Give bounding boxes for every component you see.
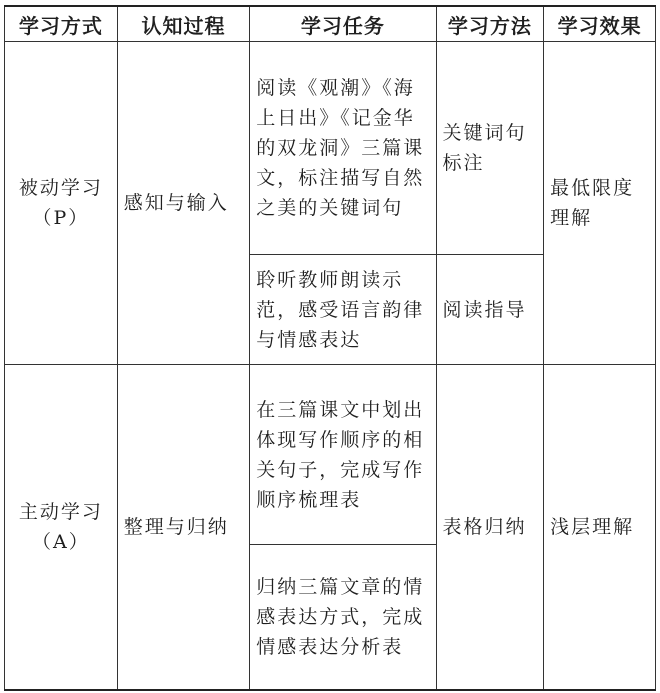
learning-mode-table bbox=[4, 5, 656, 691]
mode-code: （P） bbox=[32, 207, 90, 230]
header-row bbox=[5, 6, 656, 42]
effect-cell-passive: 最低限度理解 bbox=[544, 42, 656, 365]
method-cell: 阅读指导 bbox=[436, 255, 544, 365]
header-learning-method: 学习方法 bbox=[436, 6, 544, 42]
task-cell: 归纳三篇文章的情感表达方式，完成情感表达分析表 bbox=[250, 545, 436, 690]
method-cell: 关键词句标注 bbox=[436, 42, 544, 255]
effect-cell-active: 浅层理解 bbox=[544, 365, 656, 690]
method-cell-active: 表格归纳 bbox=[436, 365, 544, 690]
task-cell: 阅读《观潮》《海上日出》《记金华的双龙洞》三篇课文，标注描写自然之美的关键词句 bbox=[250, 42, 436, 255]
mode-cell-passive bbox=[5, 42, 118, 365]
task-cell: 在三篇课文中划出体现写作顺序的相关句子，完成写作顺序梳理表 bbox=[250, 365, 436, 545]
header-learning-task: 学习任务 bbox=[250, 6, 436, 42]
task-cell: 聆听教师朗读示范，感受语言韵律与情感表达 bbox=[250, 255, 436, 365]
mode-code: （A） bbox=[32, 531, 90, 554]
mode-label: 被动学习 bbox=[18, 177, 103, 200]
mode-label: 主动学习 bbox=[18, 501, 103, 524]
process-cell-passive: 感知与输入 bbox=[117, 42, 249, 365]
header-learning-mode: 学习方式 bbox=[5, 6, 118, 42]
mode-cell-active bbox=[5, 365, 118, 690]
table-row bbox=[5, 42, 656, 255]
table-row bbox=[5, 365, 656, 545]
process-cell-active: 整理与归纳 bbox=[117, 365, 249, 690]
header-learning-effect: 学习效果 bbox=[544, 6, 656, 42]
header-cognitive-process: 认知过程 bbox=[117, 6, 249, 42]
